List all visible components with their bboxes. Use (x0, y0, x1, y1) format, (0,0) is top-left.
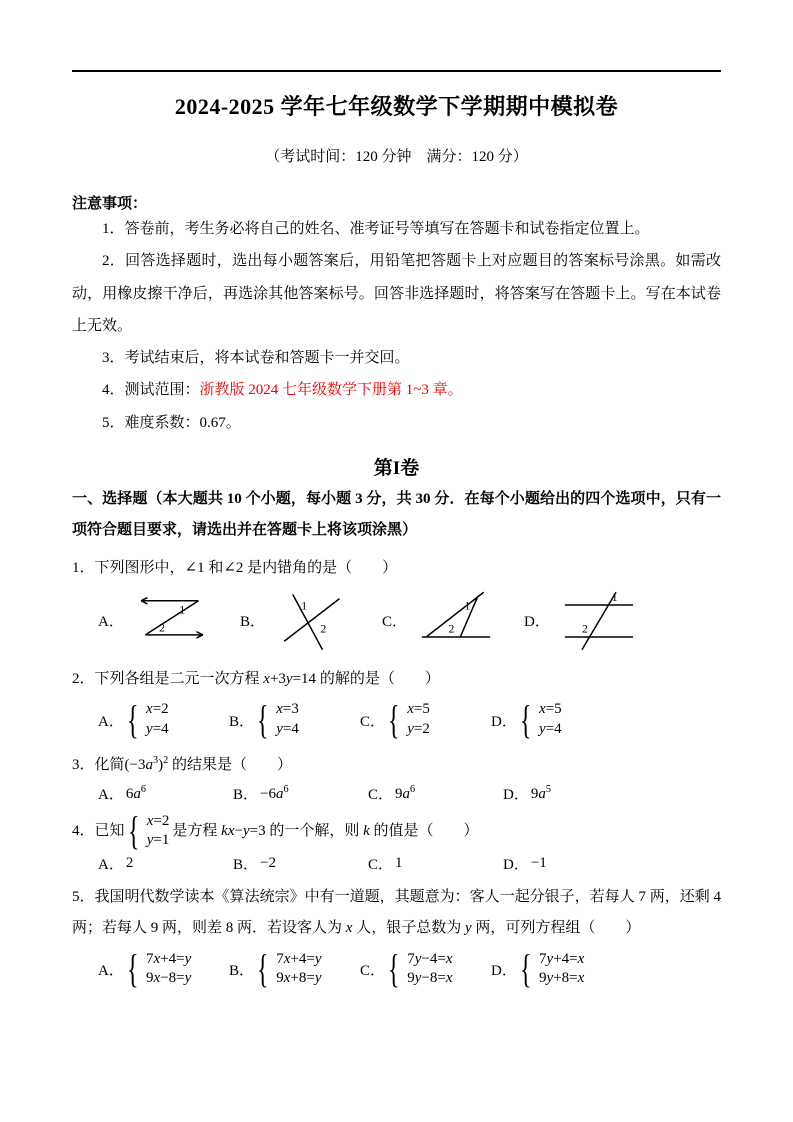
equation-system (257, 697, 299, 743)
option-letter: B． (229, 713, 255, 730)
system-brace: { (257, 697, 269, 743)
angle-figure-parallel-lines (553, 588, 645, 654)
question-stem: 4．已知 { x=2 y=1 是方程 kx−y=3 的一个解，则 k 的值是（ ） (72, 808, 479, 854)
system-brace: { (126, 697, 139, 743)
question-3 (72, 750, 721, 804)
option-value: −2 (260, 855, 276, 872)
system-lines (276, 700, 299, 740)
angle-label: 1 (464, 598, 471, 612)
question-number: 2． (72, 670, 95, 687)
option-B (229, 946, 360, 992)
notice-heading: 注意事项： (72, 196, 148, 212)
system-brace: { (127, 808, 140, 854)
angle-figure-triangle-shape (410, 588, 502, 654)
question-4 (72, 808, 721, 875)
option-B (233, 783, 368, 804)
option-letter: D． (503, 857, 529, 874)
option-letter: B． (233, 786, 259, 803)
system-equation: 7x+4=y (276, 950, 322, 967)
options-row (72, 946, 721, 992)
option-letter: B． (240, 614, 266, 630)
option-value: −1 (530, 855, 547, 872)
option-D (491, 946, 622, 992)
option-A (98, 783, 233, 804)
option-D (491, 697, 622, 743)
option-letter: A． (98, 962, 124, 979)
math-expression: y (464, 919, 472, 936)
question-1 (72, 553, 721, 654)
question-stem: 1．下列图形中，∠1 和∠2 是内错角的是（ ） (72, 559, 398, 576)
system-equation: 9x+8=y (276, 970, 322, 987)
system-brace: { (257, 946, 269, 992)
option-value: $9a^6$ (395, 783, 416, 802)
option-value: $9a^5$ (530, 783, 551, 802)
angle-label: 1 (301, 598, 308, 612)
question-list (72, 553, 721, 990)
option-C (382, 588, 524, 654)
equation-system (519, 697, 562, 743)
option-A (98, 588, 240, 654)
option-letter: D． (491, 962, 517, 979)
system-brace: { (126, 946, 139, 992)
notice-item: 1．答卷前，考生务必将自己的姓名、准考证号等填写在答题卡和试卷指定位置上。 (102, 221, 650, 237)
system-lines (539, 950, 584, 990)
option-letter: C． (360, 713, 386, 730)
system-equation: x=2 (146, 812, 170, 829)
system-equation: y=2 (407, 721, 430, 738)
option-letter: D． (503, 786, 529, 803)
angle-label: 1 (179, 603, 186, 617)
option-D (503, 783, 551, 804)
system-equation: 9x−8=y (146, 970, 192, 987)
system-lines (407, 950, 452, 990)
notice-list (72, 213, 721, 439)
math-expression: x (345, 919, 353, 936)
math-expression: kx−y=3 (221, 822, 266, 839)
question-number: 4． (72, 822, 95, 839)
equation-system (519, 946, 585, 992)
question-stem: 3．化简$(-3a^3)^2$ 的结果是（ ） (72, 754, 292, 773)
math-expression: $(-3a^3)^2$ (124, 754, 169, 773)
option-letter: B． (233, 857, 259, 874)
system-equation: x=3 (276, 701, 299, 718)
option-letter: C． (360, 962, 386, 979)
option-letter: C． (382, 614, 408, 630)
question-2 (72, 664, 721, 743)
option-D (503, 853, 547, 874)
question-number: 3． (72, 756, 95, 773)
system-equation: x=2 (146, 701, 169, 718)
option-letter: C． (368, 857, 394, 874)
system-equation: y=4 (146, 721, 169, 738)
equation-system (126, 697, 169, 743)
option-C (368, 783, 503, 804)
options-row (72, 853, 721, 874)
option-C (360, 946, 491, 992)
option-letter: D． (524, 614, 550, 630)
angle-label: 2 (320, 622, 327, 636)
system-brace: { (388, 697, 400, 743)
exam-subtitle: （考试时间：120 分钟 满分：120 分） (265, 149, 528, 165)
section-title: 一、选择题（本大题共 10 个小题，每小题 3 分，共 30 分．在每个小题给出的四个选项中，只有一项符合题目要求，请选出并在答题卡上将该项涂黑） (72, 490, 721, 539)
notice-item: 4．测试范围：浙教版 2024 七年级数学下册第 1~3 章。 (102, 382, 463, 399)
system-equation: 7y−4=x (407, 950, 453, 967)
options-row (72, 783, 721, 804)
question-number: 5． (72, 889, 95, 906)
highlighted-text: 浙教版 2024 七年级数学下册第 1~3 章。 (199, 382, 463, 399)
option-C (368, 853, 503, 874)
notice-item: 2．回答选择题时，选出每小题答案后，用铅笔把答题卡上对应题目的答案标号涂黑。如需改动，用橡皮擦干净后，再选涂其他答案标号。回答非选择题时，将答案写在答题卡上。写在本试卷上无效。 (72, 253, 721, 334)
system-lines (147, 812, 170, 852)
question-number: 1． (72, 559, 95, 576)
angle-figure-z-shape (127, 588, 219, 654)
equation-system (127, 808, 170, 854)
math-expression: x+3y=14 (263, 670, 317, 687)
option-A (98, 946, 229, 992)
option-value: 2 (125, 855, 134, 872)
system-lines (276, 950, 321, 990)
exam-title: 2024-2025 学年七年级数学下学期期中模拟卷 (174, 94, 619, 119)
system-brace: { (388, 946, 400, 992)
option-B (229, 697, 360, 743)
option-B (233, 853, 368, 874)
option-letter: C． (368, 786, 394, 803)
option-A (98, 853, 233, 874)
option-letter: A． (98, 713, 124, 730)
option-B (240, 588, 382, 654)
question-stem: 5．我国明代数学读本《算法统宗》中有一道题，其题意为：客人一起分银子，若每人 7 两，还剩 4 两；若每人 9 两，则差 8 两．若设客人为 x 人，银子总数为 y 两，可列方程组（ ） (72, 889, 721, 936)
system-equation: x=5 (539, 701, 562, 718)
equation-system (126, 946, 192, 992)
system-brace: { (519, 697, 532, 743)
option-C (360, 697, 491, 743)
option-letter: A． (98, 614, 124, 630)
system-equation: 7x+4=y (146, 950, 192, 967)
option-letter: A． (98, 786, 124, 803)
system-lines (539, 700, 562, 740)
option-value: 1 (395, 855, 403, 872)
header-rule (72, 70, 721, 72)
system-equation: x=5 (407, 701, 430, 718)
question-stem: 2．下列各组是二元一次方程 x+3y=14 的解的是（ ） (72, 670, 440, 687)
options-row (72, 697, 721, 743)
option-letter: D． (491, 713, 517, 730)
option-value: $6a^6$ (125, 783, 146, 802)
system-equation: 7y+4=x (539, 950, 585, 967)
angle-label: 1 (611, 590, 618, 604)
system-equation: 9y+8=x (539, 970, 585, 987)
option-letter: A． (98, 857, 124, 874)
math-expression: k (363, 822, 370, 839)
notice-item: 3．考试结束后，将本试卷和答题卡一并交回。 (102, 350, 410, 366)
part-title: 第I卷 (373, 457, 420, 479)
angle-figure-crossing-lines (268, 588, 360, 654)
system-equation: y=1 (146, 832, 170, 849)
angle-label: 2 (448, 622, 455, 636)
system-equation: y=4 (539, 721, 562, 738)
system-equation: y=4 (276, 721, 299, 738)
option-A (98, 697, 229, 743)
system-lines (146, 950, 191, 990)
system-lines (407, 700, 430, 740)
angle-label: 2 (581, 622, 588, 636)
system-lines (146, 700, 169, 740)
question-5 (72, 882, 721, 992)
option-D (524, 588, 666, 654)
option-letter: B． (229, 962, 255, 979)
option-value: $-6a^6$ (260, 783, 289, 802)
system-brace: { (519, 946, 532, 992)
equation-system (388, 946, 453, 992)
notice-item: 5．难度系数：0.67。 (102, 414, 241, 431)
angle-label: 2 (159, 621, 165, 635)
equation-system (388, 697, 430, 743)
equation-system (257, 946, 322, 992)
options-row (72, 588, 721, 654)
system-equation: 9y−8=x (407, 970, 453, 987)
